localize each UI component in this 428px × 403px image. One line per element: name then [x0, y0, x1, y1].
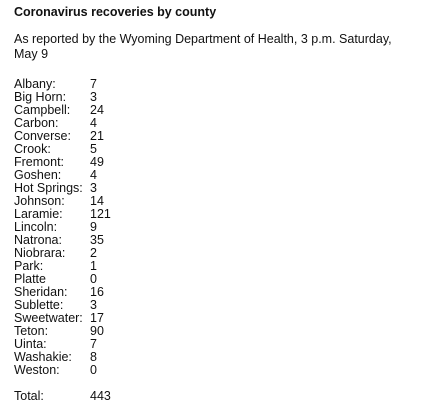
- county-count: 7: [90, 77, 97, 91]
- county-row: [14, 195, 414, 208]
- county-name: Laramie:: [14, 207, 63, 221]
- total-label: Total:: [14, 389, 44, 403]
- county-name: Lincoln:: [14, 220, 58, 234]
- county-count: 7: [90, 337, 97, 351]
- county-name: Albany:: [14, 77, 56, 91]
- county-name: Crook:: [14, 142, 51, 156]
- county-row: [14, 338, 414, 351]
- county-row: [14, 351, 414, 364]
- county-count: 3: [90, 298, 97, 312]
- county-count: 14: [90, 194, 104, 208]
- county-row: [14, 78, 414, 91]
- county-count: 8: [90, 350, 97, 364]
- county-row: [14, 364, 414, 377]
- county-count: 35: [90, 233, 104, 247]
- county-count: 90: [90, 324, 104, 338]
- county-count: 4: [90, 116, 97, 130]
- county-row: [14, 247, 414, 260]
- county-row: [14, 143, 414, 156]
- county-name: Carbon:: [14, 116, 59, 130]
- county-count: 121: [90, 207, 111, 221]
- county-name: Park:: [14, 259, 44, 273]
- county-name: Sweetwater:: [14, 311, 83, 325]
- county-name: Goshen:: [14, 168, 62, 182]
- county-name: Sublette:: [14, 298, 64, 312]
- county-count: 16: [90, 285, 104, 299]
- county-row: [14, 312, 414, 325]
- total-count: 443: [90, 389, 111, 403]
- county-count: 17: [90, 311, 104, 325]
- county-row: [14, 273, 414, 286]
- county-count: 3: [90, 90, 97, 104]
- county-name: Campbell:: [14, 103, 71, 117]
- county-name: Washakie:: [14, 350, 72, 364]
- county-name: Sheridan:: [14, 285, 68, 299]
- county-row: [14, 234, 414, 247]
- county-count: 5: [90, 142, 97, 156]
- county-list: [14, 78, 414, 377]
- county-count: 24: [90, 103, 104, 117]
- county-count: 2: [90, 246, 97, 260]
- county-count: 49: [90, 155, 104, 169]
- county-count: 0: [90, 272, 97, 286]
- county-row: [14, 182, 414, 195]
- county-name: Platte: [14, 272, 46, 286]
- county-row: [14, 130, 414, 143]
- county-count: 3: [90, 181, 97, 195]
- document-subtitle: As reported by the Wyoming Department of Health, 3 p.m. Saturday, May 9: [14, 32, 392, 61]
- county-row: [14, 286, 414, 299]
- county-row: [14, 221, 414, 234]
- county-name: Converse:: [14, 129, 71, 143]
- county-row: [14, 260, 414, 273]
- county-name: Johnson:: [14, 194, 65, 208]
- county-row: [14, 156, 414, 169]
- county-name: Uinta:: [14, 337, 47, 351]
- county-row: [14, 208, 414, 221]
- total-row: [14, 390, 414, 403]
- county-row: [14, 117, 414, 130]
- county-name: Teton:: [14, 324, 49, 338]
- county-row: [14, 104, 414, 117]
- county-name: Niobrara:: [14, 246, 66, 260]
- county-count: 9: [90, 220, 97, 234]
- county-name: Fremont:: [14, 155, 65, 169]
- county-count: 4: [90, 168, 97, 182]
- county-name: Big Horn:: [14, 90, 67, 104]
- county-name: Hot Springs:: [14, 181, 83, 195]
- document: [14, 5, 414, 403]
- county-row: [14, 91, 414, 104]
- document-title: Coronavirus recoveries by county: [14, 5, 217, 19]
- county-count: 0: [90, 363, 97, 377]
- county-count: 21: [90, 129, 104, 143]
- county-name: Natrona:: [14, 233, 62, 247]
- county-name: Weston:: [14, 363, 60, 377]
- county-count: 1: [90, 259, 97, 273]
- county-row: [14, 325, 414, 338]
